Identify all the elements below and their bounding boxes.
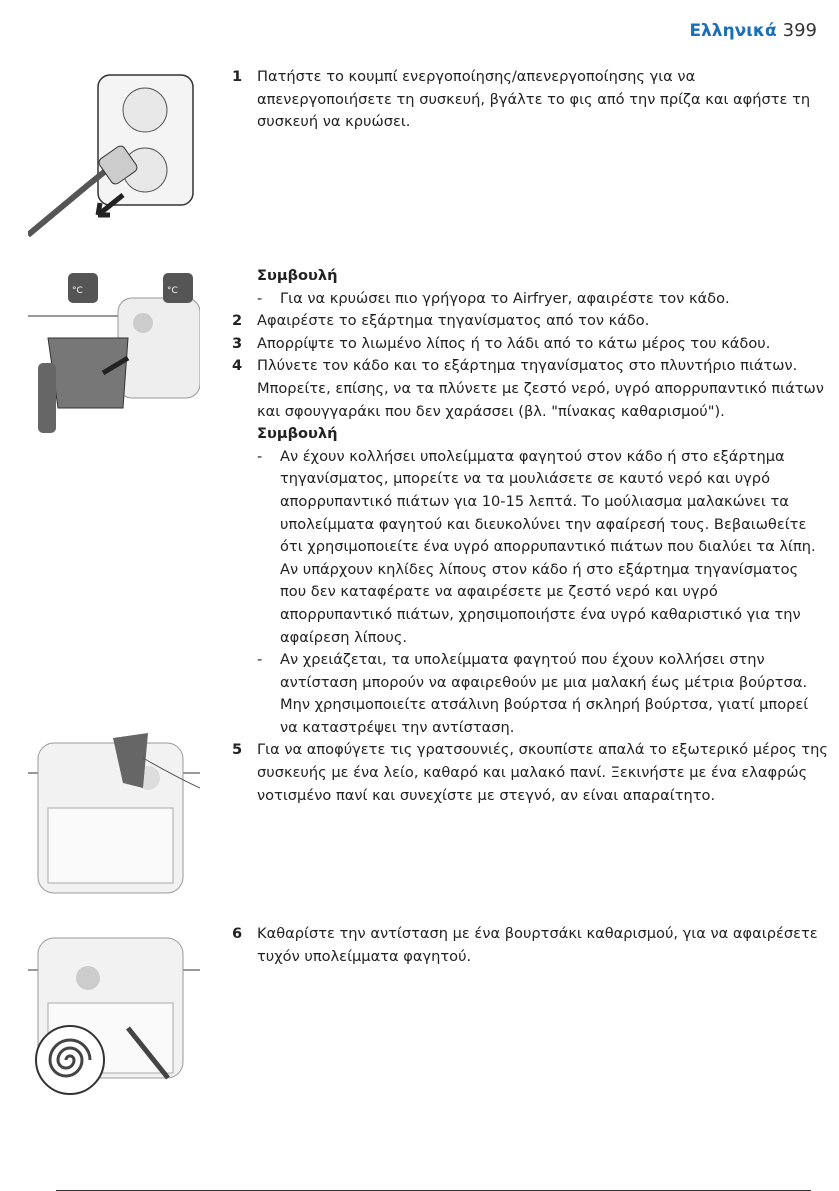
- text-line: Αν χρειάζεται, τα υπολείμματα φαγητού που έχουν κολλήσει στην: [280, 651, 765, 669]
- text-line: απορρυπαντικό πιάτων για 10-15 λεπτά. Το μούλιασμα μαλακώνει τα: [280, 492, 789, 510]
- text-line: Αν έχουν κολλήσει υπολείμματα φαγητού στον κάδο ή στο εξάρτημα: [280, 447, 785, 465]
- clean-heating-element-illustration: [28, 928, 200, 1103]
- wipe-exterior-illustration: [28, 728, 200, 898]
- step-number: 1: [232, 68, 243, 85]
- step-number: 4: [232, 357, 243, 375]
- tip-heading: Συμβουλή: [257, 267, 338, 284]
- text-line: που δεν καταφέρατε να αφαιρέσετε με ζεστό νερό και υγρό: [280, 583, 718, 601]
- text-line: τυχόν υπολείμματα φαγητού.: [257, 947, 472, 965]
- text-line: να καταστρέψει την αντίσταση.: [280, 718, 515, 736]
- text-line: απορρυπαντικό πιάτων, χρησιμοποιήστε ένα υγρό καθαριστικό για την: [280, 605, 801, 623]
- text-line: συσκευή να κρυώσει.: [257, 113, 411, 131]
- text-line: Πλύνετε τον κάδο και το εξάρτημα τηγανίσματος στο πλυντήριο πιάτων.: [257, 357, 798, 375]
- step-number: 6: [232, 925, 243, 942]
- text-line: συσκευής με ένα λείο, καθαρό και μαλακό πανί. Ξεκινήστε με ένα ελαφρώς: [257, 764, 808, 782]
- text-line: απενεργοποιήσετε τη συσκευή, βγάλτε το φις από την πρίζα και αφήστε τη: [257, 90, 811, 108]
- text-line: Καθαρίστε την αντίσταση με ένα βουρτσάκι καθαρισμού, για να αφαιρέσετε: [257, 925, 818, 942]
- unplug-illustration: [28, 65, 200, 245]
- page-number: 399: [782, 20, 817, 41]
- step-number: 2: [232, 312, 243, 330]
- remove-basket-illustration: [28, 268, 200, 438]
- step-6: [232, 923, 822, 968]
- text-line: ότι χρησιμοποιείτε ένα υγρό απορρυπαντικό πιάτων που διαλύει τα λίπη.: [280, 538, 816, 556]
- text-line: Απορρίψτε το λιωμένο λίπος ή το λάδι από το κάτω μέρος του κάδου.: [257, 334, 771, 352]
- text-line: Αν υπάρχουν κηλίδες λίπους στον κάδο ή στο εξάρτημα τηγανίσματος: [280, 560, 799, 578]
- text-line: αντίσταση μπορούν να αφαιρεθούν με μια μαλακή έως μέτρια βούρτσα.: [280, 673, 808, 691]
- temp-unit-label-2: °C: [167, 286, 178, 296]
- tip-heading: Συμβουλή: [257, 425, 338, 443]
- step-1: [232, 66, 822, 134]
- text-line: Μην χρησιμοποιείτε ατσάλινη βούρτσα ή σκληρή βούρτσα, γιατί μπορεί: [280, 696, 809, 714]
- text-line: υπολείμματα φαγητού και διευκολύνει την αφαίρεσή τους. Βεβαιωθείτε: [280, 515, 807, 533]
- text-line: Για να κρυώσει πιο γρήγορα το Airfryer, αφαιρέστε τον κάδο.: [280, 289, 730, 307]
- text-line: Αφαιρέστε το εξάρτημα τηγανίσματος από τον κάδο.: [257, 312, 650, 330]
- bullet-dash: -: [257, 447, 263, 465]
- page-header: [689, 20, 817, 41]
- step-number: 5: [232, 741, 243, 759]
- step-number: 3: [232, 334, 243, 352]
- text-line: Για να αποφύγετε τις γρατσουνιές, σκουπίστε απαλά το εξωτερικό μέρος της: [257, 741, 828, 759]
- bullet-dash: -: [257, 651, 263, 669]
- bullet-dash: -: [257, 289, 263, 307]
- temp-unit-label: °C: [72, 286, 83, 296]
- text-line: Πατήστε το κουμπί ενεργοποίησης/απενεργοποίησης για να: [257, 68, 696, 85]
- text-line: νοτισμένο πανί και συνεχίστε με στεγνό, αν είναι απαραίτητο.: [257, 786, 716, 804]
- text-line: Μπορείτε, επίσης, να τα πλύνετε με ζεστό νερό, υγρό απορρυπαντικό πιάτων: [257, 379, 824, 397]
- text-line: τηγανίσματος, μπορείτε να τα μουλιάσετε σε καυτό νερό και υγρό: [280, 470, 770, 488]
- text-line: και σφουγγαράκι που δεν χαράσσει (βλ. "πίνακας καθαρισμού").: [257, 402, 725, 420]
- text-line: αφαίρεση λίπους.: [280, 628, 408, 646]
- steps-tip-2-4: [232, 265, 828, 807]
- language-label: Ελληνικά: [689, 21, 777, 41]
